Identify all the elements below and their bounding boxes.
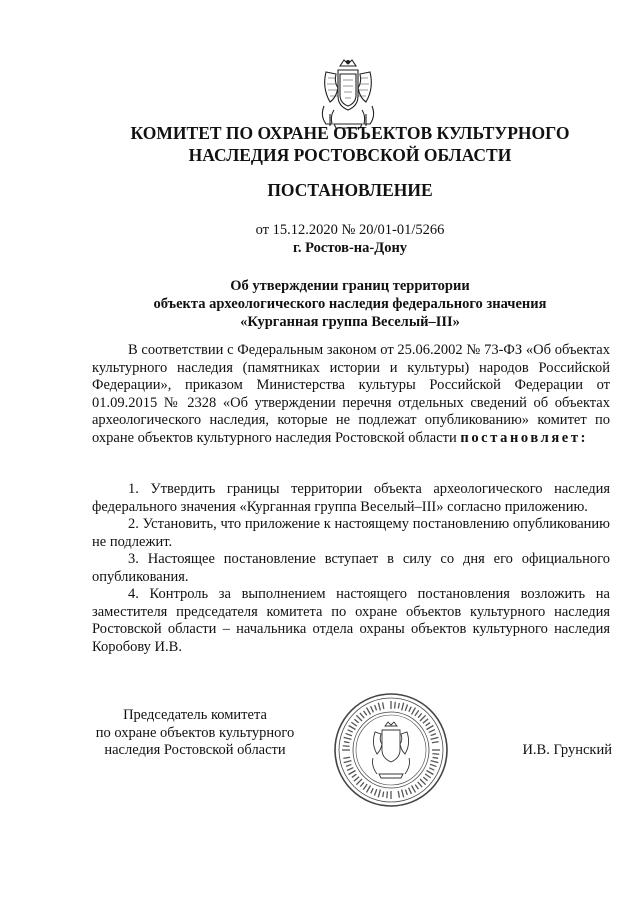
coat-of-arms-icon	[316, 58, 380, 130]
subject-title	[60, 277, 640, 331]
city: г. Ростов-на-Дону	[292, 240, 408, 256]
subject-line-1: Об утверждении границ территории	[230, 278, 470, 294]
decree-item-3: 3. Настоящее постановление вступает в силу со дня его официального опубликования.	[92, 551, 610, 585]
date-number: от 15.12.2020 № 20/01-01/5266	[255, 222, 445, 238]
signatory-name: И.В. Грунский	[522, 742, 612, 758]
signatory-title-line-2: по охране объектов культурного	[95, 724, 295, 741]
preamble-text: В соответствии с Федеральным законом от 25.06.2002 № 73-ФЗ «Об объектах культурного наследия (памятниках истории и культуры) народов Российской Федерации», приказом Министерства культуры Российской Федерации от 01.09.2015 № 2328 «Об утверждении перечня отдельных сведений об объектах археологического наследия, которые не подлежат опубликованию» комитет по охране объектов культурного наследия Ростовской области	[92, 342, 610, 446]
decrees-word: постановляет:	[460, 429, 588, 446]
signatory-title-line-3: наследия Ростовской области	[104, 742, 286, 758]
preamble-paragraph	[92, 342, 610, 447]
signatory-title	[92, 707, 298, 760]
committee-line-1: КОМИТЕТ ПО ОХРАНЕ ОБЪЕКТОВ КУЛЬТУРНОГО	[130, 123, 570, 143]
document-type: ПОСТАНОВЛЕНИЕ	[267, 180, 433, 200]
decree-items	[92, 481, 610, 656]
subject-line-3: «Курганная группа Веселый–III»	[240, 314, 460, 330]
subject-line-2: объекта археологического наследия федерального значения	[153, 296, 547, 312]
committee-line-2: НАСЛЕДИЯ РОСТОВСКОЙ ОБЛАСТИ	[188, 145, 512, 165]
decree-item-2: 2. Установить, что приложение к настоящему постановлению опубликованию не подлежит.	[92, 516, 610, 550]
official-seal-icon	[333, 692, 449, 808]
committee-name	[60, 122, 640, 166]
signatory-title-line-1: Председатель комитета	[123, 707, 267, 723]
decree-item-4: 4. Контроль за выполнением настоящего постановления возложить на заместителя председателя комитета по охране объектов культурного наследия Ростовской области – начальника отдела охраны объектов культурного наследия Коробову И.В.	[92, 586, 610, 655]
decree-item-1: 1. Утвердить границы территории объекта археологического наследия федерального значения «Курганная группа Веселый–III» согласно приложению.	[92, 481, 610, 515]
